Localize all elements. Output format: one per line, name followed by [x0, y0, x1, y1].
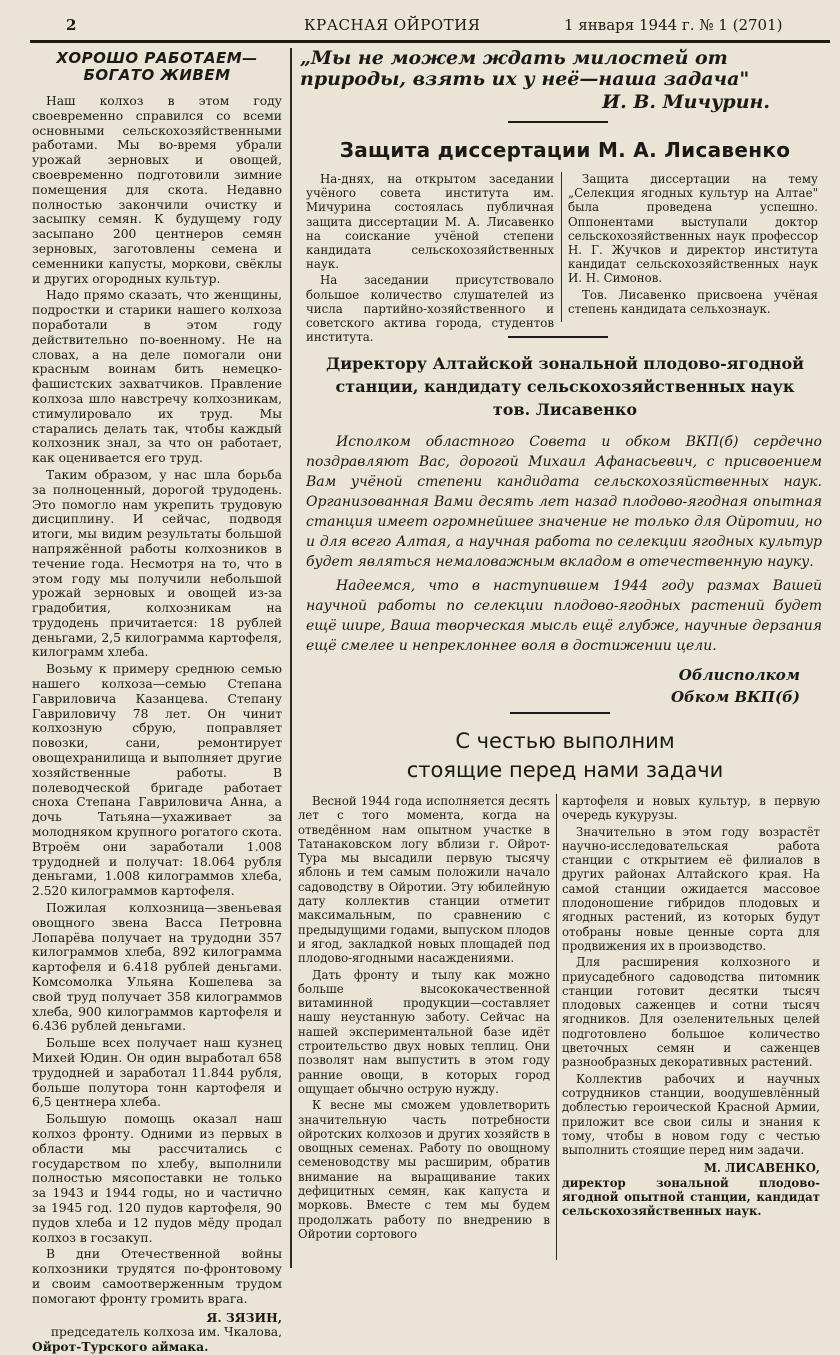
paragraph: Возьму к примеру среднюю семью нашего колхоза—семью Степана Гавриловича Казанцева. Степану Гавриловичу 78 лет. Он чинит колхозную сбрую, поправляет повозки, сани, ремонтирует овощехранилища и выполняет другие хозяйственные работы. В полеводческой бригаде работает сноха Степана Гавриловича Анна, а дочь Татьяна—ухаживает за молодняком крупного рогатого скота. Втроём они заработали 1.008 трудодней и получат: 18.064 рубля деньгами, 1.008 килограммов хлеба, 2.520 килограммов картофеля. — [32, 662, 282, 899]
title-line: станции, кандидату сельскохозяйственных наук — [335, 377, 795, 396]
left-article-title: ХОРОШО РАБОТАЕМ— БОГАТО ЖИВЕМ — [56, 49, 258, 84]
page-header — [0, 14, 840, 36]
epigraph — [300, 48, 830, 113]
paragraph: Наш колхоз в этом году своевременно справился со всеми основными сельскохозяйственными работами. Мы во-время убрали урожай зерновых и овощей, своевременно подготовили зимние помещения для скота. Недавно полностью закончили очистку и засыпку семян. К будущему году засыпано 200 центнеров семян зерновых, заготовлены семена и семенники капусты, моркови, свёклы и других огородных культур. — [32, 94, 282, 286]
paragraph: Пожилая колхозница—звеньевая овощного звена Васса Петровна Лопарёва получает на трудодни 357 килограммов хлеба, 892 килограмма картофеля и 6.418 рублей деньгами. Комсомолка Ульяна Кошелева за свой труд получает 358 килограммов хлеба, 900 килограммов картофеля и 6.436 рублей деньгами. — [32, 901, 282, 1034]
paragraph: Значительно в этом году возрастёт научно-исследовательская работа станции с открытием её филиалов в других районах Алтайского края. На самой станции ожидается массовое плодоношение гибридов плодовых и ягодных растений, из которых будут отобраны новые ценные сорта для продвижения их в производство. — [562, 824, 820, 953]
paragraph: Исполком областного Совета и обком ВКП(б) сердечно поздравляют Вас, дорогой Михаил Афанасьевич, с присвоением Вам учёной степени кандидата сельскохозяйственных наук. Организованная Вами десять лет назад плодово-ягодная опытная станция имеет огромнейшее значение не только для Ойротии, но и для всего Алтая, а научная работа по селекции ягодных культур будет являться немаловажным вкладом в отечественную науку. — [306, 434, 822, 570]
dissertation-title: Защита диссертации М. А. Лисавенко — [339, 138, 791, 162]
signature-name: М. ЛИСАВЕНКО, — [704, 1161, 820, 1176]
paragraph: В дни Отечественной войны колхозники трудятся по-фронтовому и своим самоотверженным трудом помогают фронту громить врага. — [32, 1247, 282, 1306]
paragraph: Тов. Лисавенко присвоена учёная степень кандидата сельхознаук. — [568, 287, 818, 316]
congratulation-signature — [600, 664, 800, 708]
paragraph: картофеля и новых культур, в первую очередь кукурузы. — [562, 794, 820, 823]
honor-divider — [556, 794, 557, 1260]
paragraph: На заседании присутствовало большое количество слушателей из числа партийно-хозяйственного и советского актива города, студентов института. — [306, 273, 554, 345]
page-number: 2 — [66, 16, 77, 34]
honor-article-right — [562, 794, 820, 1219]
title-line: Директору Алтайской зональной плодово-ягодной — [325, 354, 805, 373]
dissertation-divider — [561, 172, 562, 322]
short-rule — [510, 712, 610, 714]
left-article — [32, 50, 282, 1355]
signature-position: председатель колхоза им. Чкалова, — [50, 1325, 282, 1340]
congratulation-title — [300, 352, 830, 421]
paragraph: Надеемся, что в наступившем 1944 году размах Вашей научной работы по селекции плодово-ягодных растений будет ещё шире, Ваша творческая мысль ещё глубже, научные дерзания ещё смелее и непреклоннее воля в достижении цели. — [306, 578, 822, 654]
title-line: С честью выполним — [455, 729, 675, 753]
newspaper-name: КРАСНАЯ ОЙРОТИЯ — [304, 16, 481, 34]
epigraph-text: „Мы не можем ждать милостей от природы, взять их у неё—наша задача" — [300, 47, 750, 90]
dissertation-right — [568, 172, 818, 318]
paragraph: Весной 1944 года исполняется десять лет с того момента, когда на отведённом нам опытном участке в Татанаковском логу вблизи г. Ойрот-Тура мы высадили первую тысячу яблонь и тем самым положили начало садоводству в Ойротии. Эту юбилейную дату коллектив станции отметит максимальным, по сравнению с предыдущими годами, выпуском плодов и ягод, закладкой новых площадей под плодово-ягодными насаждениями. — [298, 794, 550, 966]
signature-line: Обком ВКП(б) — [670, 688, 800, 706]
title-line: тов. Лисавенко — [492, 400, 638, 419]
column-divider — [290, 48, 292, 1268]
epigraph-author: И. В. Мичурин. — [602, 91, 770, 113]
paragraph: К весне мы сможем удовлетворить значительную часть потребности ойротских колхозов и других хозяйств в овощных семенах. Работу по овощному семеноводству мы расширим, обратив внимание на выращивание таких дефицитных семян, как капуста и морковь. Вместе с тем мы будем продолжать работу по внедрению в Ойротии сортового — [298, 1098, 550, 1241]
congratulation-body — [306, 432, 822, 660]
short-rule — [508, 121, 608, 123]
paragraph: Дать фронту и тылу как можно больше высококачественной витаминной продукции—составляет нашу неустанную заботу. Сейчас на нашей экспериментальной базе идёт строительство двух новых теплиц. Они позволят нам выпустить в этом году ранние овощи, в которых город ощущает обычно острую нужду. — [298, 967, 550, 1096]
dissertation-left — [306, 172, 554, 346]
paragraph: Для расширения колхозного и приусадебного садоводства питомник станции готовит десятки тысяч плодовых саженцев и сотни тысяч ягодников. Для озеленительных целей подготовлено большое количество цветочных семян и саженцев разнообразных декоративных растений. — [562, 955, 820, 1070]
paragraph: Большую помощь оказал наш колхоз фронту. Одними из первых в области мы рассчитались с государством по хлебу, выполнили полностью мясопоставки не только за 1943 и 1944 годы, но и частично за 1945 год. 120 пудов картофеля, 90 пудов хлеба и 12 пудов мёду продал колхоз в госзакуп. — [32, 1112, 282, 1245]
paragraph: Больше всех получает наш кузнец Михей Юдин. Он один выработал 658 трудодней и заработал 11.844 рубля, больше полутора тонн картофеля и 6,5 центнера хлеба. — [32, 1036, 282, 1110]
paragraph: Таким образом, у нас шла борьба за полноценный, дорогой трудодень. Это помогло нам укрепить трудовую дисциплину. И сейчас, подводя итоги, мы видим результаты большой напряжённой работы колхозников в течение года. Несмотря на то, что в этом году мы получили небольшой урожай зерновых и овощей из-за градобития, колхозникам на трудодень причитается: 18 рублей деньгами, 2,5 килограмма картофеля, килограмм хлеба. — [32, 467, 282, 660]
signature-name: Я. ЗЯЗИН, — [206, 1309, 282, 1325]
honor-article-left — [298, 794, 550, 1243]
issue-date: 1 января 1944 г. № 1 (2701) — [564, 16, 783, 34]
signature-title: директор зональной плодово-ягодной опытной станции, кандидат сельскохозяйственных наук. — [562, 1175, 820, 1219]
header-rule — [30, 40, 830, 43]
short-rule — [508, 336, 608, 338]
signature-district: Ойрот-Турского аймака. — [32, 1339, 209, 1355]
signature-line: Облисполком — [678, 666, 800, 684]
honor-article-title — [300, 727, 830, 785]
paragraph: На-днях, на открытом заседании учёного совета института им. Мичурина состоялась публичная защита диссертации М. А. Лисавенко на соискание учёной степени кандидата сельскохозяйственных наук. — [306, 172, 554, 272]
paragraph: Защита диссертации на тему „Селекция ягодных культур на Алтае" была проведена успешно. Оппонентами выступали доктор сельскохозяйственных наук профессор Н. Г. Жучков и директор института кандидат сельскохозяйственных наук И. Н. Симонов. — [568, 172, 818, 286]
paragraph: Надо прямо сказать, что женщины, подростки и старики нашего колхоза поработали в этом году действительно по-военному. Не на словах, а на деле помогали они красным воинам бить немецко-фашистских захватчиков. Правление колхоза шло навстречу колхозникам, стимулировало их труд. Мы старались делать так, чтобы каждый колхозник знал, за что он работает, как оценивается его труд. — [32, 288, 282, 466]
title-line: стоящие перед нами задачи — [406, 758, 724, 782]
paragraph: Коллектив рабочих и научных сотрудников станции, воодушевлённый доблестью героической Красной Армии, приложит все свои силы и знания к тому, чтобы в новом году с честью выполнить стоящие перед ним задачи. — [562, 1071, 820, 1158]
